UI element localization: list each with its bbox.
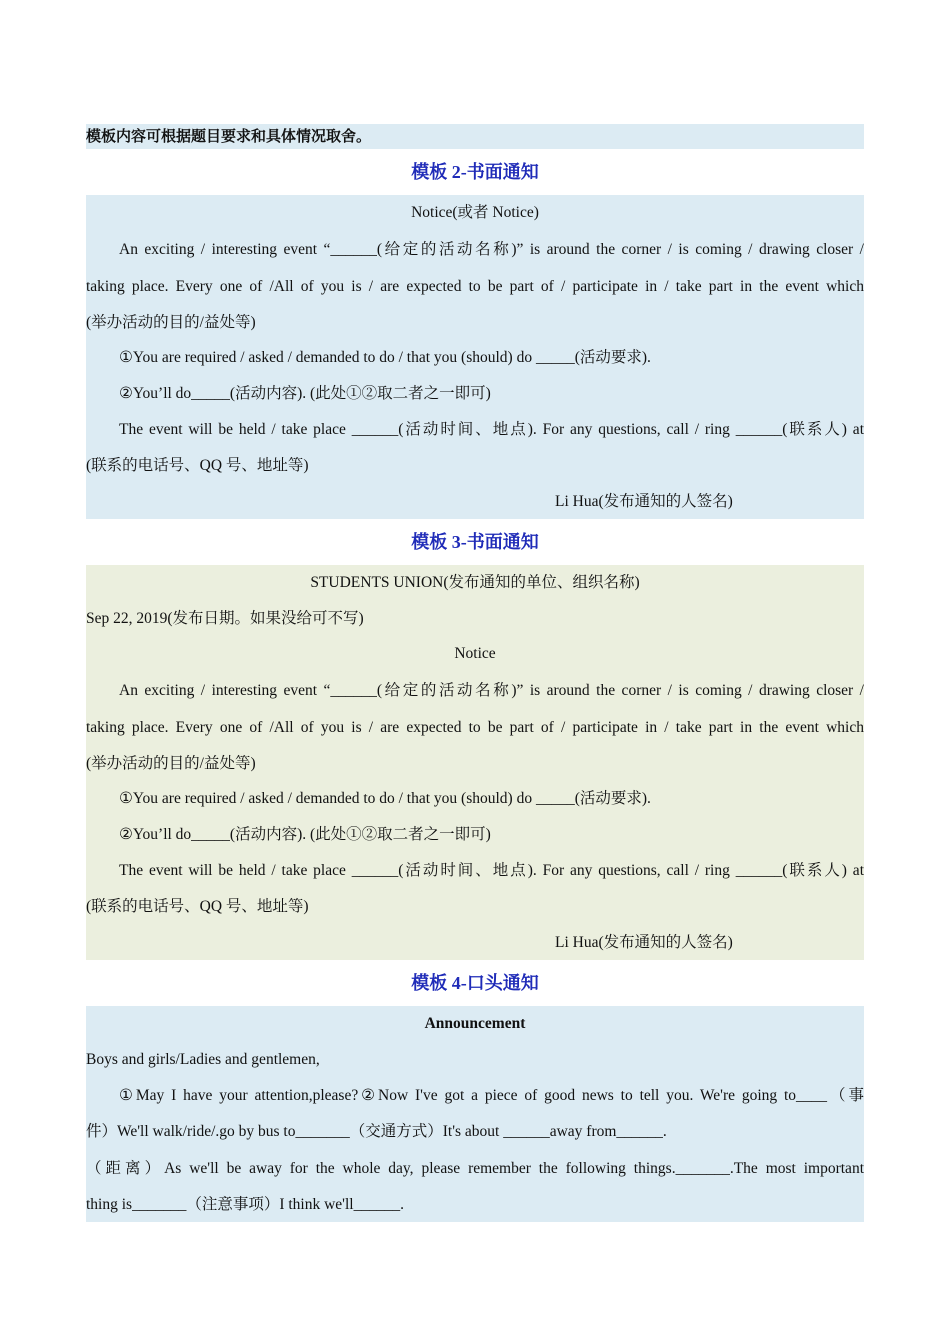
intro-note: 模板内容可根据题目要求和具体情况取舍。 [86, 124, 864, 149]
t2-signature: Li Hua(发布通知的人签名) [555, 492, 733, 510]
t3-date: Sep 22, 2019(发布日期。如果没给可不写) [86, 609, 364, 627]
t4-greeting: Boys and girls/Ladies and gentlemen, [86, 1050, 320, 1068]
t2-line-7: (联系的电话号、QQ 号、地址等) [86, 457, 309, 474]
template4-heading: 模板 4-口头通知 [411, 973, 539, 993]
template4-box [86, 1006, 864, 1222]
t3-line-5: ②You’ll do_____(活动内容). (此处①②取二者之一即可) [119, 825, 491, 843]
t2-line-6: The event will be held / take place ______(活动时间、地点). For any questions, call / ring ______(联系人) at [119, 421, 864, 438]
t2-line-5: ②You’ll do_____(活动内容). (此处①②取二者之一即可) [119, 384, 491, 402]
t3-signature: Li Hua(发布通知的人签名) [555, 933, 733, 951]
t3-title: Notice [454, 645, 496, 662]
t3-line-6: The event will be held / take place ______(活动时间、地点). For any questions, call / ring ______(联系人) at [119, 862, 864, 879]
t3-line-3: (举办活动的目的/益处等) [86, 754, 256, 772]
t2-title: Notice(或者 Notice) [411, 204, 539, 221]
template2-heading: 模板 2-书面通知 [411, 162, 539, 182]
t4-title: Announcement [424, 1015, 526, 1032]
template3-heading: 模板 3-书面通知 [411, 532, 539, 552]
t3-line-4: ①You are required / asked / demanded to do / that you (should) do _____(活动要求). [119, 790, 651, 807]
t2-line-1: An exciting / interesting event “______(给定的活动名称)” is around the corner / is coming / drawing closer / [119, 240, 864, 258]
t2-line-3: (举办活动的目的/益处等) [86, 313, 256, 331]
t3-line-2: taking place. Every one of /All of you is / are expected to be part of / participate in / take part in the event which [86, 718, 864, 736]
template3-box [86, 565, 864, 960]
t3-org: STUDENTS UNION(发布通知的单位、组织名称) [310, 574, 640, 591]
t4-line-2: 件）We'll walk/ride/.go by bus to_______（交通方式）It's about ______away from______. [86, 1123, 667, 1140]
t2-line-2: taking place. Every one of /All of you is / are expected to be part of / participate in / take part in the event which [86, 277, 864, 295]
t4-line-4: thing is_______（注意事项）I think we'll______. [86, 1195, 404, 1213]
t2-line-4: ①You are required / asked / demanded to do / that you (should) do _____(活动要求). [119, 349, 651, 366]
t3-line-7: (联系的电话号、QQ 号、地址等) [86, 898, 309, 915]
t3-line-1: An exciting / interesting event “______(给定的活动名称)” is around the corner / is coming / drawing closer / [119, 681, 864, 699]
t4-line-1: ①May I have your attention,please?②Now I've got a piece of good news to tell you. We're going to____（事 [119, 1087, 864, 1104]
template2-box [86, 195, 864, 519]
document-content [86, 124, 864, 1222]
t4-line-3: （距离）As we'll be away for the whole day, please remember the following things._______.The most important [86, 1159, 864, 1177]
